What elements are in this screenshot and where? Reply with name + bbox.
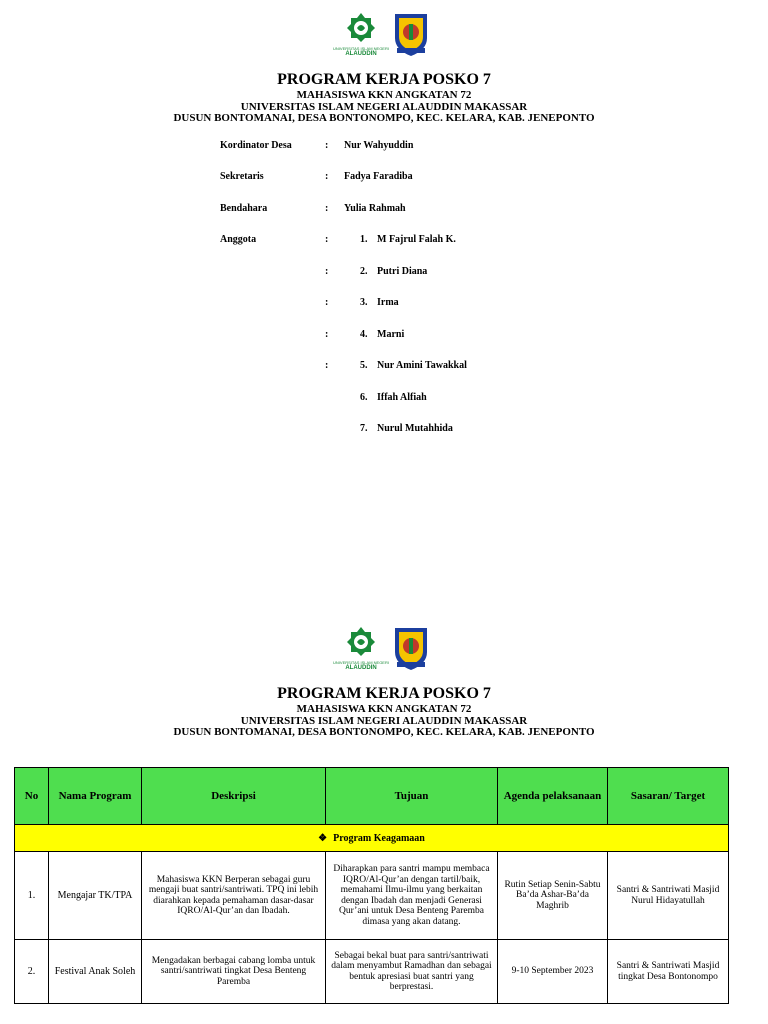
section-row [15,825,729,852]
cell-no: 2. [15,940,49,1004]
table-header-row [15,768,729,825]
member-number: 2. [360,266,368,277]
roster-colon: : [325,203,329,214]
roster-colon: : [325,266,329,277]
table-row [15,852,729,940]
section-cell [15,825,729,852]
roster-colon: : [325,329,329,340]
uin-alauddin-logo [333,10,389,58]
member-number: 5. [360,360,368,371]
svg-text:UNIVERSITAS ISLAM NEGERI: UNIVERSITAS ISLAM NEGERI [333,660,389,665]
member-name: M Fajrul Falah K. [377,234,456,245]
cell-no: 1. [15,852,49,940]
col-header-deskripsi: Deskripsi [142,768,326,825]
member-name: Marni [377,329,405,340]
col-header-sasaran: Sasaran/ Target [608,768,729,825]
subtitle-cohort: MAHASISWA KKN ANGKATAN 72 [296,89,472,101]
page-title: PROGRAM KERJA POSKO 7 [277,685,491,702]
roster-value: Fadya Faradiba [344,171,413,182]
jeneponto-regency-emblem [391,10,431,58]
col-header-nama: Nama Program [49,768,142,825]
roster-colon: : [325,297,329,308]
roster-label: Anggota [220,234,257,245]
program-table [14,767,729,1004]
cell-deskripsi: Mengadakan berbagai cabang lomba untuk santri/santriwati tingkat Desa Benteng Paremba [142,940,326,1004]
cell-nama: Festival Anak Soleh [49,940,142,1004]
cell-agenda: Rutin Setiap Senin-Sabtu Ba’da Ashar-Ba’da Maghrib [498,852,608,940]
member-number: 6. [360,392,368,403]
member-name: Irma [377,297,399,308]
member-name: Iffah Alfiah [377,392,427,403]
roster-colon: : [325,234,329,245]
subtitle-university: UNIVERSITAS ISLAM NEGERI ALAUDDIN MAKASSAR [240,714,528,727]
member-number: 7. [360,423,368,434]
logo-group-bottom [0,624,768,672]
roster-label: Sekretaris [220,171,264,182]
member-number: 4. [360,329,368,340]
cell-nama: Mengajar TK/TPA [49,852,142,940]
cell-tujuan: Diharapkan para santri mampu membaca IQRO/Al-Qur’an dengan tartil/baik, memahami Ilmu-ilmu yang berkaitan dengan Ibadah dan menjadi Generasi Qur’ani untuk Desa Benteng Paremba dimasa yang akan datang. [326,852,498,940]
roster-value: Yulia Rahmah [344,203,406,214]
cell-agenda: 9-10 September 2023 [498,940,608,1004]
svg-text:ALAUDDIN: ALAUDDIN [345,665,377,671]
uin-alauddin-logo [333,624,389,672]
member-name: Nurul Mutahhida [377,423,453,434]
member-name: Nur Amini Tawakkal [377,360,467,371]
roster-colon: : [325,171,329,182]
section-title: Program Keagamaan [333,832,425,844]
table-row [15,940,729,1004]
subtitle-cohort: MAHASISWA KKN ANGKATAN 72 [296,703,472,715]
roster-colon: : [325,140,329,151]
diamond-bullet-icon: ❖ [318,832,328,844]
col-header-no: No [15,768,49,825]
cell-deskripsi: Mahasiswa KKN Berperan sebagai guru mengaji buat santri/santriwati. TPQ ini lebih diarahkan kepada pemahaman dasar-dasar IQRO/Al-Qur’an dan Ibadah. [142,852,326,940]
roster-colon: : [325,360,329,371]
cell-sasaran: Santri & Santriwati Masjid tingkat Desa Bontonompo [608,940,729,1004]
cell-tujuan: Sebagai bekal buat para santri/santriwati dalam menyambut Ramadhan dan sebagai bentuk apresiasi buat santri yang berprestasi. [326,940,498,1004]
cell-sasaran: Santri & Santriwati Masjid Nurul Hidayatullah [608,852,729,940]
subtitle-location: DUSUN BONTOMANAI, DESA BONTONOMPO, KEC. KELARA, KAB. JENEPONTO [173,112,595,124]
svg-text:ALAUDDIN: ALAUDDIN [345,51,377,57]
subtitle-university: UNIVERSITAS ISLAM NEGERI ALAUDDIN MAKASSAR [240,100,528,113]
roster-label: Kordinator Desa [220,140,292,151]
roster-label: Bendahara [220,203,268,214]
member-name: Putri Diana [377,266,428,277]
member-number: 1. [360,234,368,245]
logo-group-top [0,10,768,58]
col-header-agenda: Agenda pelaksanaan [498,768,608,825]
roster-value: Nur Wahyuddin [344,140,414,151]
page-title: PROGRAM KERJA POSKO 7 [277,71,491,88]
jeneponto-regency-emblem [391,624,431,672]
member-number: 3. [360,297,368,308]
svg-text:UNIVERSITAS ISLAM NEGERI: UNIVERSITAS ISLAM NEGERI [333,46,389,51]
subtitle-location: DUSUN BONTOMANAI, DESA BONTONOMPO, KEC. KELARA, KAB. JENEPONTO [173,726,595,738]
col-header-tujuan: Tujuan [326,768,498,825]
